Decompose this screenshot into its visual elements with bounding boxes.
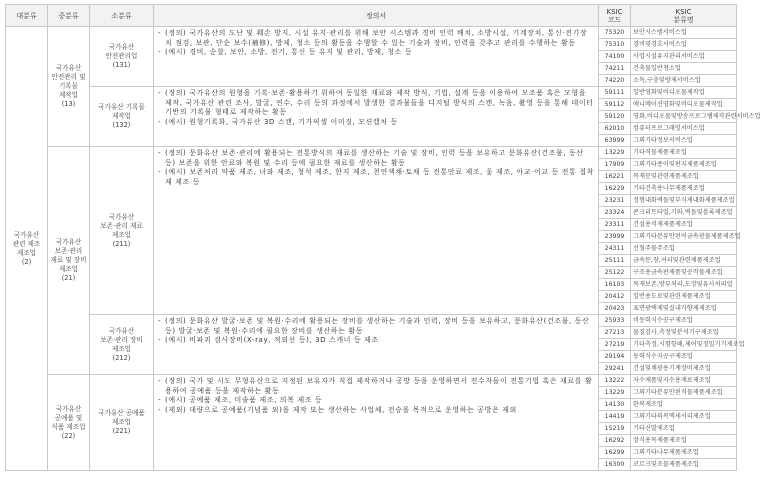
definition-paragraph	[158, 118, 594, 128]
definition-paragraph	[158, 168, 594, 187]
label-line: 국가유산	[108, 212, 135, 221]
label-line: (221)	[112, 427, 131, 435]
ksic-name-cell: 경비및경호서비스업	[631, 39, 737, 51]
label-line: (13)	[61, 100, 76, 108]
bullet-mark: -	[158, 89, 161, 97]
header-major: 대분류	[6, 5, 48, 27]
ksic-code-cell: 14419	[599, 411, 631, 423]
bullet-mark: -	[158, 405, 161, 414]
bullet-mark: -	[158, 336, 161, 344]
ksic-name-cell: 목재문및관련제품제조업	[631, 171, 737, 183]
minor-category-cell	[90, 315, 154, 375]
label-line: 제조업	[111, 344, 132, 353]
ksic-code-cell: 16299	[599, 447, 631, 459]
ksic-code-cell: 75310	[599, 39, 631, 51]
definition-cell	[154, 315, 599, 375]
ksic-code-cell: 29194	[599, 351, 631, 363]
definition-paragraph	[158, 89, 594, 118]
ksic-name-cell: 그외기타종이및판지제품제조업	[631, 159, 737, 171]
ksic-name-cell: 건축물일반청소업	[631, 63, 737, 75]
definition-cell	[154, 147, 599, 315]
definition-text: (예시) 원형기록화, 국가유산 3D 스캔, 기가픽셀 이미징, 모션캡처 등	[165, 117, 398, 126]
definition-text: (정의) 국가유산의 원형을 기록·보존·활용하기 위하여 동일한 재료와 제작 방식, 기법, 설계 등을 이용하여 모조품 혹은 모형을 제작, 국가유산 관련 조사, 발굴, 연수, 수리 등의 과정에서 발생한 결과물들을 디지털 방식의 스캔, 녹음, 촬영 등을 통해 데이터 기반의 기록물 형태로 제작하는 활동	[165, 89, 594, 116]
ksic-code-cell: 27213	[599, 327, 631, 339]
table-row	[6, 27, 737, 39]
ksic-name-cell: 한복제조업	[631, 399, 737, 411]
header-middle: 중분류	[48, 5, 90, 27]
table-row	[6, 147, 737, 159]
table-row	[6, 375, 737, 387]
label-line: 식품 제조업	[51, 422, 86, 431]
bullet-mark: -	[158, 396, 161, 404]
ksic-name-cell: 기타측정,시험항해,제어및정밀기기제조업	[631, 339, 737, 351]
label-line: 국가유산	[108, 326, 135, 335]
bullet-mark: -	[158, 317, 161, 325]
ksic-code-cell: 20423	[599, 303, 631, 315]
definition-cell	[154, 27, 599, 87]
label-line: 국가유산	[108, 43, 135, 51]
ksic-name-cell: 정형내화벽돌및부식제내화제품제조업	[631, 195, 737, 207]
label-line: 국가유산	[55, 64, 82, 72]
header-ksic-name: KSIC 분류명	[631, 5, 737, 27]
minor-category-cell	[90, 27, 154, 87]
label-line: (22)	[61, 431, 76, 440]
ksic-name-cell: 물질검사,측정및분석기구제조업	[631, 327, 737, 339]
definition-paragraph	[158, 48, 594, 58]
ksic-code-cell: 25122	[599, 267, 631, 279]
ksic-code-cell: 25111	[599, 255, 631, 267]
ksic-code-cell: 23311	[599, 219, 631, 231]
label-line: 제조업	[58, 265, 79, 273]
ksic-name-cell: 소독,구충및방제서비스업	[631, 75, 737, 87]
ksic-name-cell: 선철주물주조업	[631, 243, 737, 255]
header-definition: 정의서	[154, 5, 599, 27]
ksic-name-cell: 보안시스템서비스업	[631, 27, 737, 39]
definition-text: (예시) 경비, 순찰, 보안, 소방, 전기, 통신 등 유지 및 관리, 방제, 청소 등	[165, 48, 413, 56]
ksic-name-cell: 그외기타정보서비스업	[631, 135, 737, 147]
label-line: 재료 및 장비	[50, 256, 87, 264]
ksic-code-cell: 13222	[599, 375, 631, 387]
ksic-code-cell: 23324	[599, 207, 631, 219]
ksic-code-cell: 25933	[599, 315, 631, 327]
label-line: 공예품 및	[54, 413, 83, 422]
definition-text: (예시) 공예품 제조, 미술품 제조, 의복 제조 등	[165, 396, 323, 404]
minor-category-cell	[90, 375, 154, 471]
table-row	[6, 87, 737, 99]
definition-text: (정의) 문화유산 발굴·보존 및 복원·수리에 활용되는 장비를 생산하는 기술과 인력, 장비 등을 보유하고, 문화유산(건조물, 동산 등) 발굴·보존 및 복원·수리에 필요한 장비를 생산하는 활동	[165, 317, 590, 335]
header-row	[6, 5, 737, 27]
ksic-name-cell: 애니메이션영화및비디오물제작업	[631, 99, 737, 111]
ksic-code-cell: 23999	[599, 231, 631, 243]
label-line: (21)	[61, 274, 76, 282]
bullet-mark: -	[158, 149, 161, 157]
middle-category-cell	[48, 375, 90, 471]
ksic-code-cell: 59112	[599, 99, 631, 111]
definition-text: (정의) 국가유산의 도난 및 훼손 방지, 시설 유지·관리를 위해 보안 시스템과 경비 인력 배치, 소방시설, 기계장치, 통신·전기장치 점검, 보관, 단순 보수(補修), 방제, 청소 등의 활동을 수행할 수 있는 기술과 장비, 인력을 갖추고 관리를 수행하는 활동	[165, 29, 588, 47]
bullet-mark: -	[158, 168, 161, 176]
ksic-name-cell: 코르크및조물제품제조업	[631, 459, 737, 471]
label-line: 국가유산	[55, 404, 82, 413]
ksic-code-cell: 16221	[599, 171, 631, 183]
ksic-name-cell: 표면광택제및실내가향제제조업	[631, 303, 737, 315]
ksic-name-cell: 그외기타나무제품제조업	[631, 447, 737, 459]
ksic-name-cell: 그외기타분류안된직물제품제조업	[631, 387, 737, 399]
ksic-code-cell: 14130	[599, 399, 631, 411]
label-line: 보존·관리	[54, 247, 83, 255]
label-line: 안전관리업	[105, 52, 138, 60]
ksic-code-cell: 62010	[599, 123, 631, 135]
label-line: 국가유산	[13, 230, 40, 239]
table-body	[6, 27, 761, 471]
ksic-code-cell: 20412	[599, 291, 631, 303]
ksic-code-cell: 16292	[599, 435, 631, 447]
ksic-name-cell: 목재보존,방부처리,도장및유사처리업	[631, 279, 737, 291]
middle-category-cell	[48, 27, 90, 147]
definition-text: (정의) 문화유산 보존·관리에 활용되는 전통방식의 재료를 생산하는 기술 및 장비, 인력 등을 보유하고 문화유산(건조물, 동산 등) 보존을 위한 안료와 복원 및 수리 등에 필요한 재료를 생산하는 활동	[165, 149, 584, 167]
label-line: (211)	[112, 239, 131, 248]
label-line: 관련 제조	[12, 239, 41, 248]
ksic-name-cell: 구조용금속판제품및공작물제조업	[631, 267, 737, 279]
bullet-mark: -	[158, 48, 161, 56]
label-line: (2)	[21, 257, 32, 266]
middle-category-cell	[48, 147, 90, 375]
header-ksic-code: KSIC 코드	[599, 5, 631, 27]
major-category-cell	[6, 27, 48, 471]
definition-paragraph	[158, 29, 594, 48]
ksic-name-cell: 자수제품및자수용재료제조업	[631, 375, 737, 387]
label-line: 국가유산 공예품	[98, 409, 145, 417]
ksic-code-cell: 29241	[599, 363, 631, 375]
ksic-name-cell: 기타건축용나무제품제조업	[631, 183, 737, 195]
label-line: 제조업	[111, 230, 132, 239]
definition-text: (정의) 국가 및 시도 무형유산으로 지정된 보유자가 직접 제작하거나 공방 등을 운영하면서 전수자들이 전통기법 혹은 재료를 활용하여 공예품 등을 제작하는 활동	[165, 377, 593, 395]
ksic-code-cell: 16103	[599, 279, 631, 291]
minor-category-cell	[90, 147, 154, 315]
ksic-name-cell: 동력식수지공구제조업	[631, 351, 737, 363]
ksic-name-cell: 금속문,창,셔터및관련제품제조업	[631, 255, 737, 267]
ksic-code-cell: 13229	[599, 387, 631, 399]
label-line: 보존·관리 재료	[100, 221, 143, 230]
ksic-code-cell: 17909	[599, 159, 631, 171]
label-line: (131)	[112, 61, 131, 69]
bullet-mark: -	[158, 117, 161, 126]
header-minor: 소분류	[90, 5, 154, 27]
definition-paragraph	[158, 317, 594, 336]
ksic-name-cell: 영화,비디오물및방송프로그램제작관련서비스업	[631, 111, 737, 123]
definition-paragraph	[158, 377, 594, 396]
ksic-name-cell: 건설및채광용기계장비제조업	[631, 363, 737, 375]
label-line: 제조업	[111, 418, 132, 426]
ksic-code-cell: 75320	[599, 27, 631, 39]
label-line: 국가유산 기록물	[98, 103, 145, 111]
definition-cell	[154, 87, 599, 147]
label-line: 제작업	[58, 91, 79, 99]
ksic-code-cell: 63999	[599, 135, 631, 147]
ksic-name-cell: 기타직물제품제조업	[631, 147, 737, 159]
ksic-name-cell: 컴퓨터프로그래밍서비스업	[631, 123, 737, 135]
label-line: 국가유산	[55, 238, 82, 246]
label-line: 안전관리 및	[51, 73, 86, 81]
ksic-name-cell: 건설용석재제품제조업	[631, 219, 737, 231]
ksic-code-cell: 59111	[599, 87, 631, 99]
definition-paragraph	[158, 149, 594, 168]
table-row	[6, 315, 737, 327]
ksic-code-cell: 16300	[599, 459, 631, 471]
ksic-code-cell: 24311	[599, 243, 631, 255]
ksic-code-cell: 27219	[599, 339, 631, 351]
definition-paragraph	[158, 406, 594, 416]
ksic-code-cell: 74211	[599, 63, 631, 75]
label-line: (132)	[112, 121, 131, 129]
ksic-code-cell: 16229	[599, 183, 631, 195]
label-line: 기록물	[58, 82, 79, 90]
definition-cell	[154, 375, 599, 471]
ksic-name-cell: 사업시설유지관리서비스업	[631, 51, 737, 63]
ksic-name-cell: 일반용도료및관련제품제조업	[631, 291, 737, 303]
ksic-name-cell: 기타신발제조업	[631, 423, 737, 435]
ksic-name-cell: 그외기타분류안된비금속광물제품제조업	[631, 231, 737, 243]
definition-text: (예시) 비파괴 검사장비(X-ray, 적외선 등), 3D 스캐너 등 제조	[165, 336, 379, 344]
ksic-name-cell: 비동력식수공구제조업	[631, 315, 737, 327]
label-line: 제작업	[111, 112, 132, 120]
definition-paragraph	[158, 336, 594, 346]
ksic-code-cell: 74220	[599, 75, 631, 87]
label-line: 제조업	[16, 248, 37, 257]
ksic-name-cell: 장식용목제품제조업	[631, 435, 737, 447]
industry-classification-table	[5, 4, 761, 471]
label-line: (212)	[112, 353, 131, 362]
bullet-mark: -	[158, 29, 161, 37]
ksic-name-cell: 그외기타의복액세서리제조업	[631, 411, 737, 423]
label-line: 보존·관리 장비	[100, 335, 143, 344]
ksic-code-cell: 13229	[599, 147, 631, 159]
definition-paragraph	[158, 396, 594, 406]
definition-text: (제외) 대량으로 공예품(기념품 외)을 제작 또는 생산하는 사업체, 전승을 목적으로 운영하는 공방은 제외	[165, 405, 517, 414]
ksic-code-cell: 59120	[599, 111, 631, 123]
ksic-name-cell: 일반영화및비디오물제작업	[631, 87, 737, 99]
minor-category-cell	[90, 87, 154, 147]
ksic-code-cell: 23231	[599, 195, 631, 207]
definition-text: (예시) 보존처리 약품 제조, 녀와 제조, 청석 제조, 한지 제조, 천연색채·토채 등 전통안료 제조, 옻 제조, 아교·어교 등 전통 접착제 제조 등	[165, 168, 594, 186]
ksic-code-cell: 15219	[599, 423, 631, 435]
bullet-mark: -	[158, 377, 161, 385]
ksic-name-cell: 콘크리트타일,기와,벽돌및블록제조업	[631, 207, 737, 219]
ksic-code-cell: 74100	[599, 51, 631, 63]
